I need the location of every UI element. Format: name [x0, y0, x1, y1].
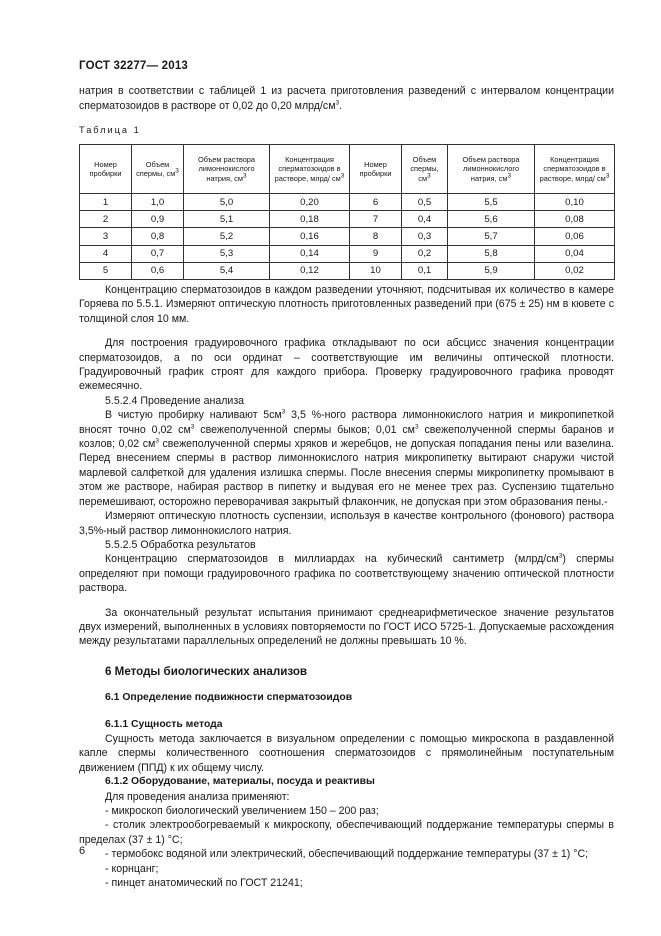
table-cell: 0,18 — [270, 211, 350, 228]
table-cell: 0,3 — [402, 228, 448, 245]
table-cell: 2 — [80, 211, 132, 228]
list-item: - столик электрообогреваемый к микроскопу, обеспечивающий поддержание температуры спермы в пределах (37 ± 1) °С; — [79, 819, 614, 846]
table-cell: 0,20 — [270, 194, 350, 211]
table-cell: 8 — [350, 228, 402, 245]
table-cell: 0,08 — [535, 211, 615, 228]
document-header: ГОСТ 32277— 2013 — [79, 60, 189, 72]
table-cell: 5 — [80, 262, 132, 279]
header-vol-sperm: Объем спермы, $см^3$ — [132, 145, 184, 194]
table-cell: 7 — [350, 211, 402, 228]
paragraph-concentration: Концентрацию сперматозоидов в миллиардах на кубический сантиметр $(млрд/см^3)$ спермы определяют при помощи градуировочного графика по соответствующему значению оптической плотности раствора. — [79, 552, 614, 595]
table-row — [80, 194, 615, 211]
table-cell: 9 — [350, 245, 402, 262]
table-cell: 0,12 — [270, 262, 350, 279]
table-cell: 5,0 — [184, 194, 270, 211]
list-item: - корнцанг; — [105, 862, 159, 875]
table-cell: 0,8 — [132, 228, 184, 245]
table-caption: Таблица 1 — [79, 125, 141, 135]
table-cell: 3 — [80, 228, 132, 245]
table-cell: 5,1 — [184, 211, 270, 228]
table-cell: 0,2 — [402, 245, 448, 262]
table-cell: 0,14 — [270, 245, 350, 262]
header-conc: Концентрация сперматозоидов в растворе, млрд/ $см^3$ — [270, 145, 350, 194]
table-cell: 0,5 — [402, 194, 448, 211]
header-num-2: Номер пробирки — [350, 145, 402, 194]
intro-paragraph — [79, 84, 614, 113]
section-5-5-2-5: 5.5.2.5 Обработка результатов — [105, 538, 256, 551]
header-vol-sol-2: Объем раствора лимоннокислого натрия, $см^3$ — [448, 145, 535, 194]
table-cell: 5,8 — [448, 245, 535, 262]
section-5-5-2-4: 5.5.2.4 Проведение анализа — [105, 394, 245, 407]
paragraph-method-essence: Сущность метода заключается в визуальном определении с помощью микроскопа в раздавленной капле спермы количественного соотношения сперматозоидов с прямолинейным поступательным движением (ППД) к их общему числу. — [79, 732, 614, 774]
list-item: - микроскоп биологический увеличением 150 – 200 раз; — [105, 805, 379, 817]
table-row — [80, 228, 615, 245]
table-cell: 5,4 — [184, 262, 270, 279]
table-cell: 5,7 — [448, 228, 535, 245]
section-heading-6-1-1: 6.1.1 Сущность метода — [105, 718, 223, 730]
paragraph-analysis-procedure: В чистую пробирку наливают $5см^3$ 3,5 %-ного раствора лимоннокислого натрия и микропипеткой вносят точно 0,02 $см^3$ свежеполученной спермы быков; 0,01 $см^3$ свежеполученной спермы баранов и козлов; 0,02 $см^3$ свежеполученной спермы хряков и жеребцов, не допуская попадания пены или вазелина. Перед внесением спермы в раствор лимоннокислого натрия микропипетку вытирают снаружи чистой марлевой салфеткой для удаления излишка спермы. После внесения спермы микропипетку промывают в этом же растворе, набирая раствор в пипетку и выдувая его не менее трех раз. Суспензию тщательно перемешивают, осторожно переворачивая закрытый флакончик, не допуская при этом образования пены.- — [79, 408, 614, 508]
table-cell: 1 — [80, 194, 132, 211]
table-cell: 0,04 — [535, 245, 615, 262]
table-cell: 0,7 — [132, 245, 184, 262]
table-cell: 10 — [350, 262, 402, 279]
list-item: - термобокс водяной или электрический, обеспечивающий поддержание температуры (37 ± 1) °С; — [105, 848, 589, 861]
table-row — [80, 245, 615, 262]
table-cell: 5,6 — [448, 211, 535, 228]
document-body — [79, 283, 614, 890]
section-heading-6-1-2: 6.1.2 Оборудование, материалы, посуда и реактивы — [105, 776, 375, 788]
paragraph-optical-density: Измеряют оптическую плотность суспензии, используя в качестве контрольного (фонового) раствора 3,5%-ный раствор лимоннокислого натрия. — [79, 510, 614, 537]
intro-end: . — [339, 99, 343, 112]
section-heading-6: 6 Методы биологических анализов — [105, 664, 308, 678]
section-heading-6-1: 6.1 Определение подвижности сперматозоидов — [105, 692, 353, 704]
table-cell: 5,5 — [448, 194, 535, 211]
intro-sup: 3 — [335, 98, 340, 106]
table-cell: 5,2 — [184, 228, 270, 245]
table-cell: 6 — [350, 194, 402, 211]
table-cell: 0,02 — [535, 262, 615, 279]
table-cell: 4 — [80, 245, 132, 262]
table-cell: 0,9 — [132, 211, 184, 228]
table-header-row — [80, 145, 615, 194]
data-table — [79, 144, 615, 280]
paragraph-calibration-graph: Для построения градуировочного графика откладывают по оси абсцисс значения концентрации сперматозоидов, а по оси ординат – соответствующие им величины оптической плотности. Градуировочный график строят для каждого прибора. Проверку градуировочного графика проводят ежемесячно. — [79, 337, 614, 393]
table-cell: 0,4 — [402, 211, 448, 228]
header-num: Номер пробирки — [80, 145, 132, 194]
table-cell: 0,06 — [535, 228, 615, 245]
table-cell: 5,9 — [448, 262, 535, 279]
header-vol-sperm-2: Объем спермы, $см^3$ — [402, 145, 448, 194]
paragraph-final-result: За окончательный результат испытания принимают среднеарифметическое значение результатов двух измерений, выполненных в условиях повторяемости по ГОСТ ИСО 5725-1. Допускаемые расхождения между результатами параллельных определений не должны превышать 10 %. — [79, 606, 614, 648]
table-cell: 0,1 — [402, 262, 448, 279]
table-cell: 0,6 — [132, 262, 184, 279]
table-row — [80, 262, 615, 279]
table-cell: 0,16 — [270, 228, 350, 245]
page-number: 6 — [79, 845, 86, 857]
table-cell: 5,3 — [184, 245, 270, 262]
table-row — [80, 211, 615, 228]
paragraph-equipment-intro: Для проведения анализа применяют: — [105, 790, 290, 803]
header-conc-2: Концентрация сперматозоидов в растворе, млрд/ $см^3$ — [535, 145, 615, 194]
header-vol-sol: Объем раствора лимоннокислого натрия, $см^3$ — [184, 145, 270, 194]
table-cell: 1,0 — [132, 194, 184, 211]
intro-text: натрия в соответствии с таблицей 1 из расчета приготовления разведений с интервалом концентрации сперматозоидов в растворе от 0,02 до 0,20 млрд/см — [79, 85, 614, 112]
table-cell: 0,10 — [535, 194, 615, 211]
list-item: - пинцет анатомический по ГОСТ 21241; — [105, 877, 303, 890]
paragraph-calibration-check: Концентрацию сперматозоидов в каждом разведении уточняют, подсчитывая их количество в камере Горяева по 5.5.1. Измеряют оптическую плотность приготовленных разведений при (675 ± 25) нм в кювете с толщиной слоя 10 мм. — [79, 284, 614, 325]
